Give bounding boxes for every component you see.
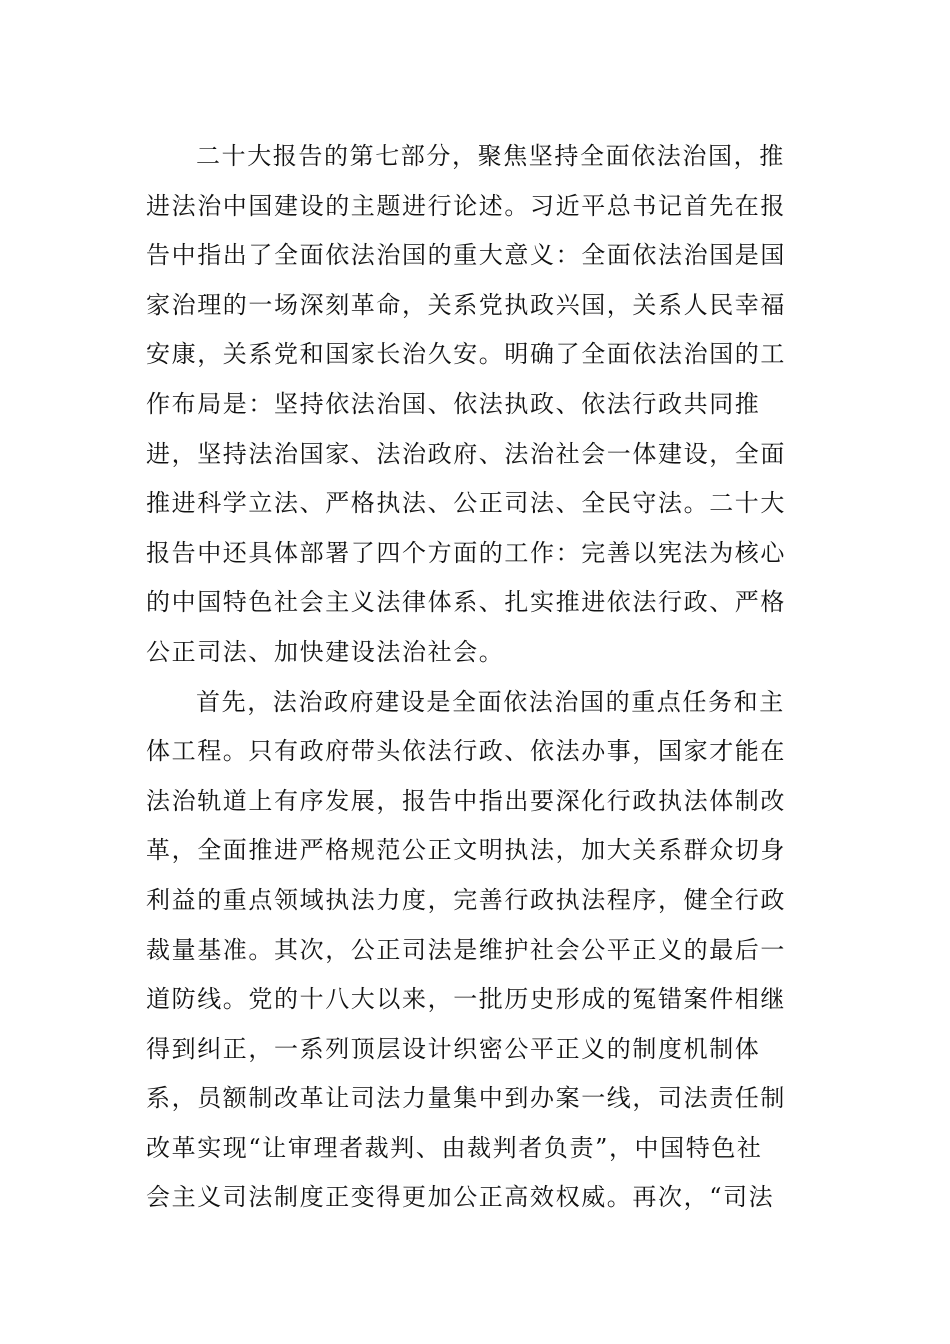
paragraph-2 xyxy=(146,678,786,1224)
text-line: 道防线。党的十八大以来，一批历史形成的冤错案件相继 xyxy=(146,985,786,1014)
text-line: 进法治中国建设的主题进行论述。习近平总书记首先在报 xyxy=(146,191,786,220)
text-line: 裁量基准。其次，公正司法是维护社会公平正义的最后一 xyxy=(146,935,786,964)
text-line: 法治轨道上有序发展，报告中指出要深化行政执法体制改 xyxy=(146,786,786,815)
text-line: 作布局是：坚持依法治国、依法执政、依法行政共同推 xyxy=(146,389,761,418)
text-line: 首先，法治政府建设是全面依法治国的重点任务和主 xyxy=(196,687,785,716)
text-line: 公正司法、加快建设法治社会。 xyxy=(146,637,505,666)
text-line: 的中国特色社会主义法律体系、扎实推进依法行政、严格 xyxy=(146,588,786,617)
text-line: 二十大报告的第七部分，聚焦坚持全面依法治国，推 xyxy=(196,142,785,170)
text-line: 进，坚持法治国家、法治政府、法治社会一体建设，全面 xyxy=(146,439,786,468)
text-line: 报告中还具体部署了四个方面的工作：完善以宪法为核心 xyxy=(146,538,786,567)
text-line: 会主义司法制度正变得更加公正高效权威。再次，“司法 xyxy=(146,1183,775,1212)
text-line: 告中指出了全面依法治国的重大意义：全面依法治国是国 xyxy=(146,241,786,270)
text-line: 推进科学立法、严格执法、公正司法、全民守法。二十大 xyxy=(146,489,786,518)
text-line: 得到纠正，一系列顶层设计织密公平正义的制度机制体 xyxy=(146,1034,761,1063)
text-line: 家治理的一场深刻革命，关系党执政兴国，关系人民幸福 xyxy=(146,290,786,319)
text-line: 系，员额制改革让司法力量集中到办案一线，司法责任制 xyxy=(146,1084,786,1113)
document-body xyxy=(146,132,786,1223)
paragraph-1 xyxy=(146,132,786,678)
text-line: 改革实现“让审理者裁判、由裁判者负责”，中国特色社 xyxy=(146,1133,763,1162)
text-line: 安康，关系党和国家长治久安。明确了全面依法治国的工 xyxy=(146,340,786,369)
text-line: 利益的重点领域执法力度，完善行政执法程序，健全行政 xyxy=(146,885,786,914)
text-line: 体工程。只有政府带头依法行政、依法办事，国家才能在 xyxy=(146,737,786,766)
text-line: 革，全面推进严格规范公正文明执法，加大关系群众切身 xyxy=(146,836,786,865)
